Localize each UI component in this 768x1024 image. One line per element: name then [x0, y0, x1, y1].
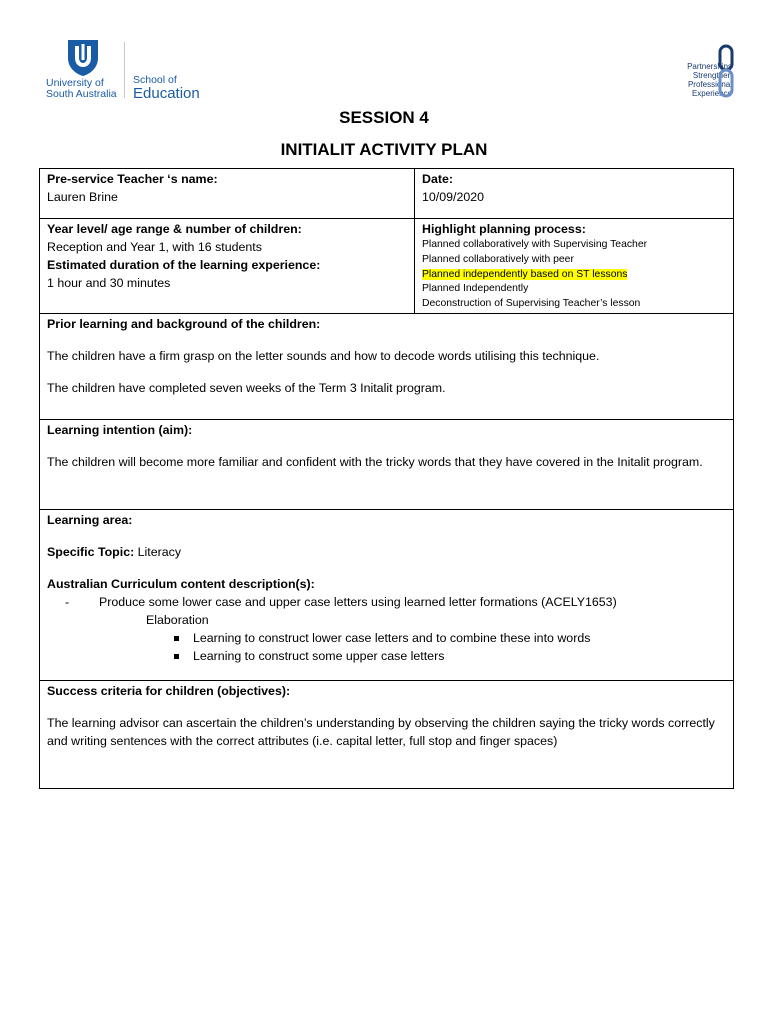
dash-marker: - [65, 594, 70, 609]
page-header [0, 38, 768, 108]
table-row [40, 313, 734, 419]
success-label: Success criteria for children (objectives): [47, 683, 291, 698]
table-row [40, 680, 734, 788]
square-bullet-icon [174, 654, 179, 659]
intention-paragraph: The children will become more familiar and confident with the tricky words that they have covered in the Initalit program. [47, 454, 703, 469]
unisa-logo [46, 40, 126, 102]
prior-paragraph: The children have completed seven weeks of the Term 3 Initalit program. [47, 380, 446, 395]
table-row [40, 509, 734, 680]
duration-label: Estimated duration of the learning experience: [47, 258, 321, 272]
planning-option: Planned collaboratively with peer [422, 253, 574, 265]
list-item [47, 647, 726, 665]
planning-label: Highlight planning process: [422, 222, 586, 236]
curriculum-label: Australian Curriculum content description(s): [47, 576, 315, 591]
table-row [40, 219, 734, 314]
curriculum-description: Produce some lower case and upper case letters using learned letter formations (ACELY1653) [99, 594, 617, 609]
teacher-label: Pre-service Teacher ‘s name: [47, 172, 218, 186]
duration-value: 1 hour and 30 minutes [47, 276, 171, 290]
prior-paragraph: The children have a firm grasp on the letter sounds and how to decode words utilising this technique. [47, 348, 600, 363]
session-title: SESSION 4 [339, 108, 429, 127]
list-item [47, 629, 726, 647]
elaboration-label: Elaboration [146, 612, 209, 627]
bullet-text: Learning to construct lower case letters and to combine these into words [193, 630, 591, 645]
learning-intention-cell [40, 419, 734, 509]
planning-option: Deconstruction of Supervising Teacher’s lesson [422, 298, 641, 310]
partnerships-mark-icon [716, 44, 736, 100]
success-criteria-cell [40, 680, 734, 788]
prior-learning-cell [40, 313, 734, 419]
teacher-value: Lauren Brine [47, 190, 118, 204]
planning-cell [415, 219, 734, 314]
planning-option-highlighted: Planned independently based on ST lessons [422, 268, 628, 280]
topic-label: Specific Topic: [47, 544, 135, 559]
intention-label: Learning intention (aim): [47, 422, 193, 437]
curriculum-item [47, 593, 726, 611]
plan-title: INITIALIT ACTIVITY PLAN [280, 140, 488, 159]
topic-value: Literacy [134, 544, 182, 559]
area-label: Learning area: [47, 512, 133, 527]
year-value: Reception and Year 1, with 16 students [47, 240, 262, 254]
date-label: Date: [422, 172, 453, 186]
square-bullet-icon [174, 636, 179, 641]
prior-label: Prior learning and background of the children: [47, 316, 321, 331]
date-value: 10/09/2020 [422, 190, 485, 204]
activity-plan-table [39, 168, 734, 789]
planning-option: Planned Independently [422, 283, 529, 295]
table-row [40, 169, 734, 219]
date-cell [415, 169, 734, 219]
university-name: University of South Australia [46, 77, 117, 100]
school-name: School of Education [133, 74, 200, 102]
partnerships-logo [660, 42, 740, 106]
teacher-cell [40, 169, 415, 219]
year-label: Year level/ age range & number of children: [47, 222, 302, 236]
success-paragraph: The learning advisor can ascertain the children’s understanding by observing the children saying the tricky words correctly and writing sentences with the correct attributes (i.e. capital letter, full stop and finger spaces) [47, 715, 715, 748]
learning-area-cell [40, 509, 734, 680]
logo-divider [124, 42, 125, 98]
bullet-text: Learning to construct some upper case letters [193, 648, 445, 663]
year-duration-cell [40, 219, 415, 314]
planning-option: Planned collaboratively with Supervising Teacher [422, 239, 648, 250]
partnerships-text: Partnerships Strengthen Professional Experience [687, 62, 732, 98]
table-row [40, 419, 734, 509]
unisa-shield-icon [66, 40, 100, 76]
